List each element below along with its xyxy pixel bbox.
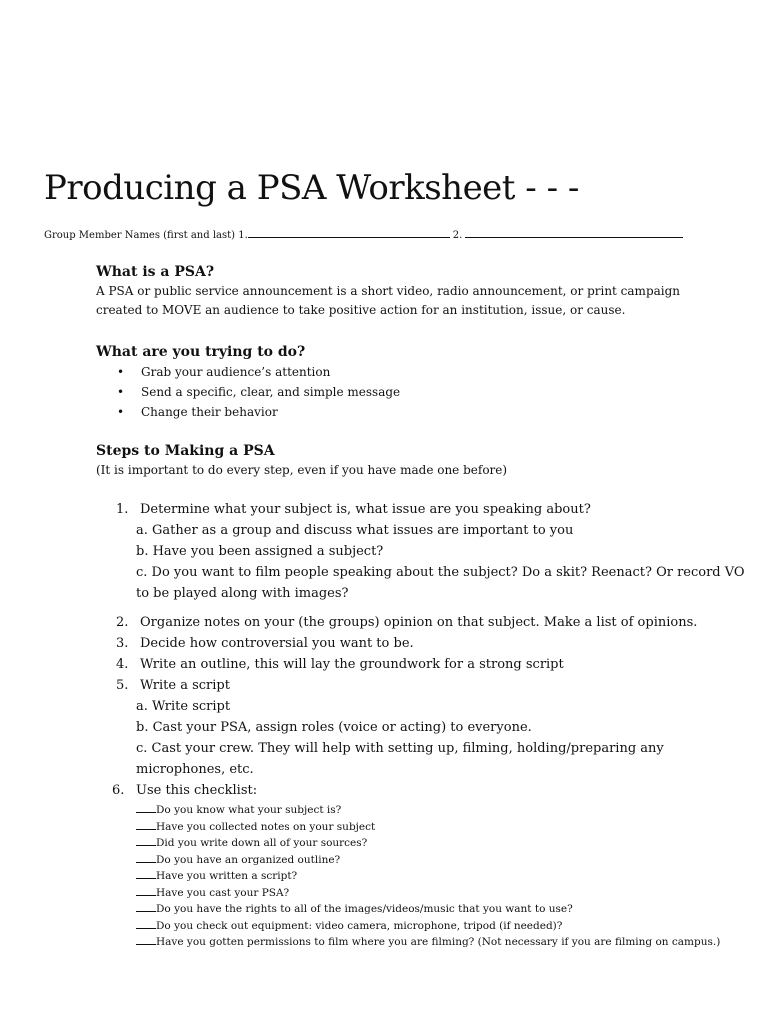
checklist-item[interactable] [136, 835, 756, 852]
step-1b: b. Have you been assigned a subject? [136, 544, 384, 559]
group-members-second-label: 2. [452, 230, 463, 241]
checkbox-blank[interactable] [136, 902, 156, 912]
member-2-blank[interactable] [465, 227, 683, 238]
checklist [136, 802, 756, 951]
list-item: • Grab your audience’s attention [96, 362, 736, 382]
step-text: Decide how controversial you want to be. [140, 636, 414, 651]
what-is-section [96, 262, 736, 320]
checklist-item[interactable] [136, 868, 756, 885]
step-number: 3. [116, 636, 129, 651]
step-number: 1. [116, 502, 129, 517]
checkbox-blank[interactable] [136, 886, 156, 896]
step-number: 2. [116, 615, 129, 630]
step-4 [116, 654, 746, 675]
step-1 [116, 499, 746, 520]
trying-heading: What are you trying to do? [96, 344, 306, 360]
step-1c-line-1: c. Do you want to film people speaking about the subject? Do a skit? Reenact? Or record VO [136, 565, 745, 580]
checklist-item-text: Have you gotten permissions to film where you are filming? (Not necessary if you are filming on campus.) [156, 936, 721, 948]
step-text: Use this checklist: [136, 783, 258, 798]
checklist-item[interactable] [136, 934, 756, 951]
checkbox-blank[interactable] [136, 820, 156, 830]
checklist-item[interactable] [136, 802, 756, 819]
step-5a: a. Write script [136, 699, 231, 714]
step-number: 4. [116, 657, 129, 672]
checklist-item-text: Do you have the rights to all of the images/videos/music that you want to use? [156, 903, 573, 915]
group-members-label: Group Member Names (first and last) 1. [44, 230, 248, 241]
checkbox-blank[interactable] [136, 869, 156, 879]
step-5b: b. Cast your PSA, assign roles (voice or acting) to everyone. [136, 720, 532, 735]
list-item: • Send a specific, clear, and simple message [96, 382, 736, 402]
checkbox-blank[interactable] [136, 853, 156, 863]
page-title: Producing a PSA Worksheet - - - [44, 168, 579, 208]
steps-section-header [96, 441, 736, 480]
what-is-line-1: A PSA or public service announcement is a short video, radio announcement, or print campaign [96, 284, 681, 298]
step-2 [116, 612, 746, 633]
trying-section [96, 342, 736, 422]
step-text: Write a script [140, 678, 230, 693]
trying-bullet-list [96, 362, 736, 422]
step-5c-line-2: microphones, etc. [136, 762, 254, 777]
step-text: Write an outline, this will lay the groundwork for a strong script [140, 657, 564, 672]
checklist-item[interactable] [136, 819, 756, 836]
checkbox-blank[interactable] [136, 919, 156, 929]
steps-list [112, 499, 746, 801]
step-1c-line-2: to be played along with images? [136, 586, 349, 601]
checkbox-blank[interactable] [136, 935, 156, 945]
step-5c-line-1: c. Cast your crew. They will help with setting up, filming, holding/preparing any [136, 741, 664, 756]
checklist-item-text: Have you written a script? [156, 870, 298, 882]
checklist-item-text: Did you write down all of your sources? [156, 837, 368, 849]
checklist-item-text: Do you have an organized outline? [156, 853, 341, 866]
checklist-item[interactable] [136, 885, 756, 902]
step-text: Organize notes on your (the groups) opinion on that subject. Make a list of opinions. [140, 615, 698, 630]
checklist-item-text: Do you know what your subject is? [156, 804, 342, 816]
checklist-item[interactable] [136, 918, 756, 935]
step-5 [116, 675, 746, 696]
step-6 [112, 780, 746, 801]
list-item: • Change their behavior [96, 402, 736, 422]
checklist-item-text: Do you check out equipment: video camera, microphone, tripod (if needed)? [156, 919, 563, 932]
what-is-heading: What is a PSA? [96, 264, 215, 280]
step-3 [116, 633, 746, 654]
checklist-item-text: Have you collected notes on your subject [156, 820, 376, 833]
what-is-line-2: created to MOVE an audience to take positive action for an institution, issue, or cause. [96, 303, 626, 317]
checklist-item-text: Have you cast your PSA? [156, 886, 290, 899]
step-1a: a. Gather as a group and discuss what issues are important to you [136, 523, 574, 538]
checklist-item[interactable] [136, 852, 756, 869]
checklist-item[interactable] [136, 901, 756, 918]
checkbox-blank[interactable] [136, 836, 156, 846]
step-number: 6. [112, 783, 125, 798]
group-members-line [44, 227, 683, 243]
member-1-blank[interactable] [248, 227, 450, 238]
steps-note: (It is important to do every step, even if you have made one before) [96, 463, 508, 477]
step-number: 5. [116, 678, 129, 693]
steps-heading: Steps to Making a PSA [96, 443, 275, 459]
checkbox-blank[interactable] [136, 803, 156, 813]
step-text: Determine what your subject is, what issue are you speaking about? [140, 502, 591, 517]
